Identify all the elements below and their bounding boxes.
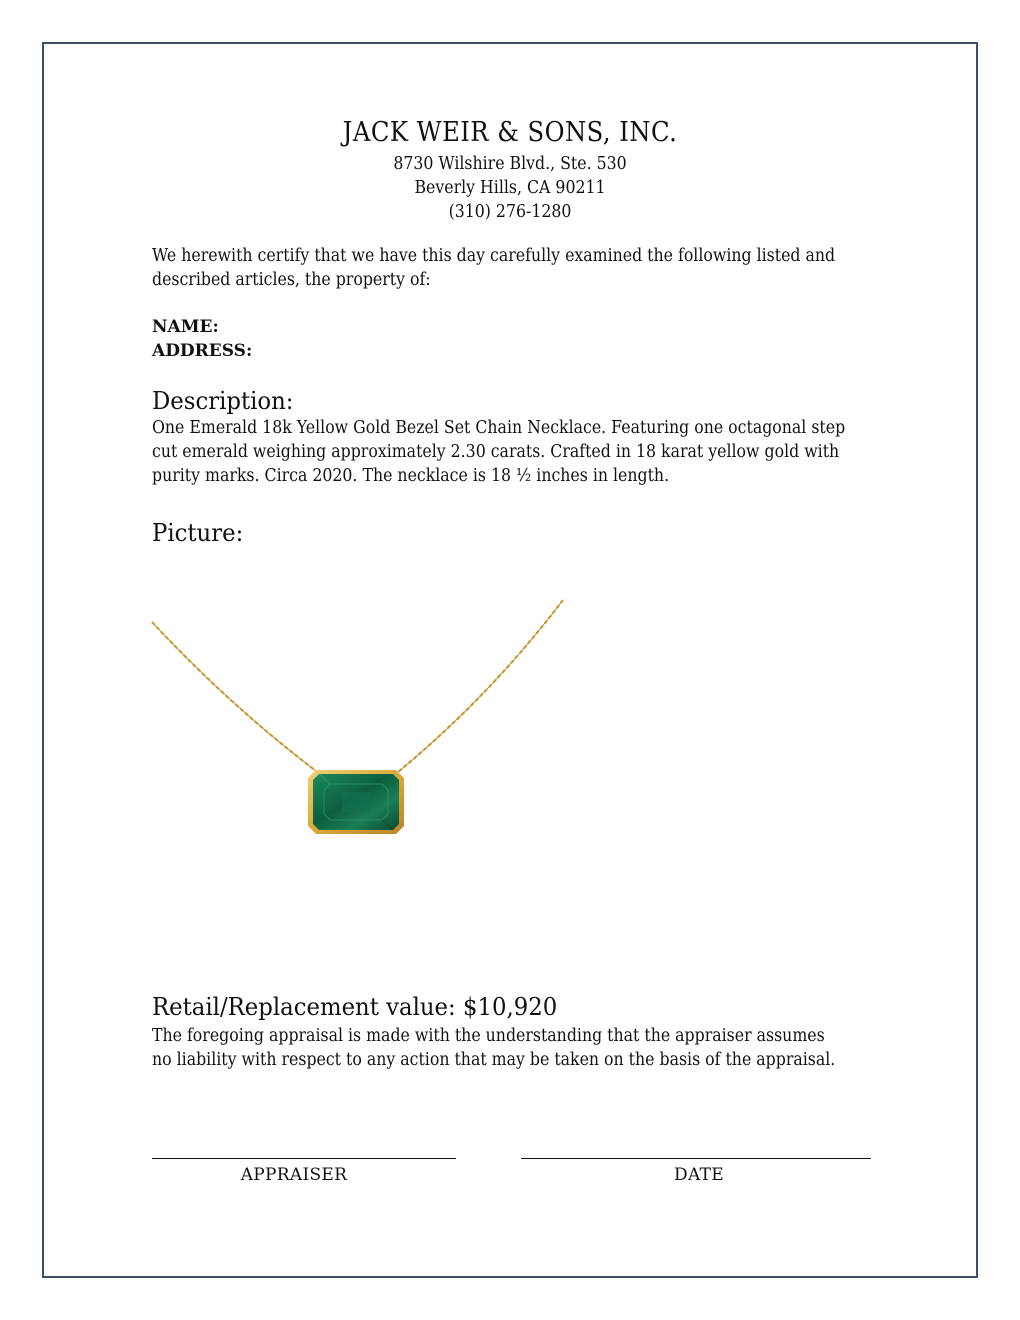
chain-left <box>152 622 320 774</box>
owner-fields <box>152 315 872 363</box>
description-line: One Emerald 18k Yellow Gold Bezel Set Chain Necklace. Featuring one octagonal step <box>152 418 846 438</box>
chain-right <box>398 600 563 772</box>
date-signature-line <box>521 1158 871 1159</box>
description-paragraph <box>152 416 872 488</box>
picture-heading: Picture: <box>152 518 244 547</box>
intro-line: We herewith certify that we have this day carefully examined the following listed and <box>152 246 836 266</box>
emerald-pendant <box>308 770 404 834</box>
value-amount: $10,920 <box>462 992 558 1021</box>
address-label: ADDRESS: <box>152 341 253 361</box>
appraiser-signature-line <box>152 1158 456 1159</box>
description-heading: Description: <box>152 386 294 415</box>
necklace-photo <box>150 596 570 846</box>
company-phone: (310) 276-1280 <box>448 202 572 222</box>
disclaimer-line: no liability with respect to any action that may be taken on the basis of the appraisal. <box>152 1050 836 1070</box>
description-line: cut emerald weighing approximately 2.30 carats. Crafted in 18 karat yellow gold with <box>152 442 840 462</box>
name-label: NAME: <box>152 317 219 337</box>
letterhead <box>0 114 1020 224</box>
company-city: Beverly Hills, CA 90211 <box>414 178 606 198</box>
disclaimer-paragraph <box>152 1024 872 1072</box>
intro-line: described articles, the property of: <box>152 270 431 290</box>
appraiser-label: APPRAISER <box>240 1165 348 1185</box>
value-label: Retail/Replacement value: <box>152 992 456 1021</box>
disclaimer-line: The foregoing appraisal is made with the understanding that the appraiser assumes <box>152 1026 825 1046</box>
replacement-value <box>152 991 822 1023</box>
company-name: JACK WEIR & SONS, INC. <box>342 117 678 148</box>
intro-paragraph <box>152 244 872 292</box>
date-label: DATE <box>674 1165 724 1185</box>
description-line: purity marks. Circa 2020. The necklace is 18 ½ inches in length. <box>152 466 670 486</box>
company-street: 8730 Wilshire Blvd., Ste. 530 <box>393 154 627 174</box>
